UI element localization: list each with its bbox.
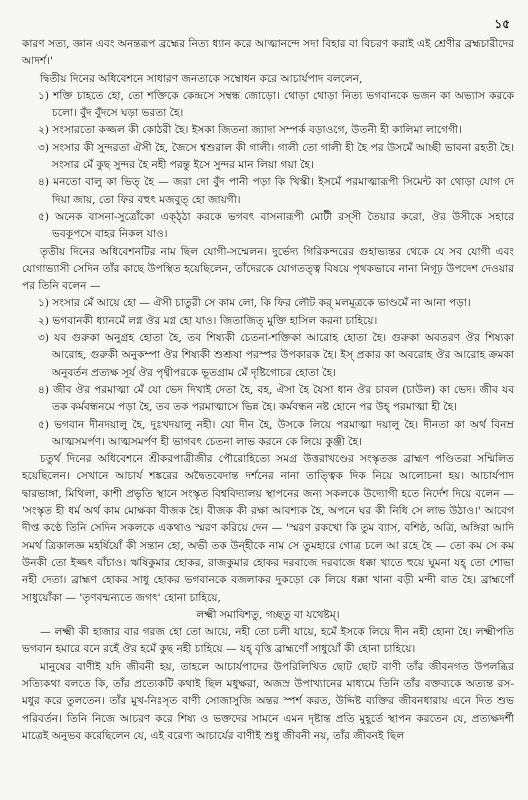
paragraph: মানুষের বাণীই যদি জীবনী হয়, তাহলে আচার্যপাদের উপরিলিখিত ছোট ছোট বাণী তাঁর জীবনগত উপলব্ধির সত্যিকথা বলতে কি, তাঁর প্রত্যেকটি কথাই ছিল মধুক্ষরা, অজস্র উপাখ্যানের মাধ্যমে তিনি তাঁর বক্তব্যকে অত্যন্ত রস-মধুর করে তুলতেন। তাঁর মুখ-নিঃসৃত বাণী সোজাসুজি অন্তর স্পর্শ করত, উদ্দিষ্ট ব্যক্তির জীবনধারায় এনে দিত শুভ পরিবর্তন। তিনি নিজে আচরণ করে শিষ্য ও ভক্তদের সামনে এমন দৃষ্টান্ত প্রতি মুহূর্তে স্থাপন করতেন যে, প্রত্যক্ষদর্শী মাত্রেই অনুভব করেছিলেন যে, এই বরেণ্য আচার্যের বাণীই শুধু জীবনী নয়, তাঁর জীবনই ছিল xyxy=(22,660,514,742)
paragraph: দ্বিতীয় দিনের অধিবেশনে সাধারণ জনতাকে সম্বোধন করে আচার্যপাদ বললেন, xyxy=(40,72,363,85)
paragraph: — লক্ষ্মী কী হাজার বার গরজ হো তো আয়ে, নহী তো চলী যায়ে, হমেঁ ইসকে লিয়ে দীন নহী হোনা হৈ। লক্ষ্মীপতি ভগবান হমারে বনে রহেঁ ঔর হমেঁ কুছ নহী চাহিয়ে — যহ্ বৃত্তি ব্রাহ্মণোঁ সাধুয়োঁ কী হোনা চাহিয়ে। xyxy=(22,626,514,656)
list-item: ১) সংসার মেঁ আয়ে হো — ঐসী চাতুরী সে কাম লো, কি ফির লৌট কর্ মলমূত্রকে ভাণ্ডমেঁ না আনা পড়া। xyxy=(38,297,471,310)
list-item: ৩) যব গুরুকা অনুগ্রহ হোতা হৈ, তব শিষ্যকী চেতনা-শক্তিকা আরোহ হোতা হৈ। গুরুকা অবতরণ ঔর শিষ্যকা আরোহ, গুরুকী অনুকম্পা ঔর শিষ্যকী শুশ্রূষা পরস্পর উপকারক হৈ। ইস্ প্রকার কা অবরোহ ঔর আরোহ ক্রমকা অনুবর্তন প্রত্যক্ষ সূর্য ঔর পৃথ্বীপরকে ভূতগ্রাম মেঁ দৃষ্টিগোচর হোতা হৈ। xyxy=(38,332,514,379)
list-item: ৪) জীব ঔর পরমাত্মা মেঁ যো ভেদ দিখাই দেতা হৈ, বহ, ঐসা হৈ যৈসা ধান ঔর চাবল (চাউল) কা ভেদ। জীব যব তক কর্মবন্ধনমে পড়া হৈ, তব তক পরমাত্মাসে ভিন্ন হৈ। কর্মবন্ধন নষ্ট হোনে পর উহ্ পরমাত্মা হী হৈ। xyxy=(38,383,514,414)
page-number: ১৫ xyxy=(494,17,510,31)
list-item: ৩) সংসার কী সুন্দরতা ঐসী হৈ, জৈসে শ্বশুরাল কী গালী। গালী তো গালী হী হৈ পর উসমেঁ আচ্ছী ভাবনা রহতী হৈ। সংসার মেঁ কুছ সুন্দর হৈ নহী পরন্তু ইসে সুন্দর মান লিয়া গয়া হৈ। xyxy=(38,141,514,172)
list-item: ৫) অনেক বাসনা-সুত্রোঁকো এক্‌ঠ্ঠা করকে ভগবৎ বাসনারূপী মোটী রস্সী তৈয়ার করো, ঔর উসীকে সহারে ভবকূপসে বাহর নিকল যাও। xyxy=(38,210,514,241)
list-item: ২) ভগবানকী ধ্যানমেঁ লগ্ন ঔর মগ্ন হো যাও। জিতাজিত্ মুক্তি হাসিল করনা চাহিয়ে। xyxy=(38,314,378,327)
body-text xyxy=(22,36,514,745)
paragraph: লক্ষ্মী সমাবিশতু, গচ্ছতু বা যথেষ্টম্। xyxy=(196,608,340,621)
list-item: ২) সংসারতো কজ্জল কী কোঠরী হৈ। ইসকা জিতনা জ্যাদা সম্পর্ক বড়াওগে, উতনী হী কালিমা লাগেগী। xyxy=(38,124,462,137)
paragraph: চতুর্থ দিনের অধিবেশনে শ্রীকরপাত্রীজীর পৌরোহিত্যে সমগ্র উত্তরাখণ্ডের সংস্কৃতজ্ঞ ব্রাহ্মণ পণ্ডিতরা সম্মিলিত হয়েছিলেন। সেখানে আচার্য শঙ্করের অদ্বৈতবেদান্ত দর্শনের নানা তাত্ত্বিক দিক নিয়ে আলোচনা হয়। আচার্যপাদ দ্বারভাঙ্গা, মিথিলা, কাশী প্রভৃতি স্থানে সংস্কৃত বিশ্ববিদ্যালয় স্থাপনের জন্য সকলকে উদ্যোগী হতে নির্দেশ দিয়ে বলেন — 'সংস্কৃত হী ধর্ম অর্থ কাম মোক্ষকা বীজক হৈ। বীজক কী রক্ষা আবশ্যক হৈ, অপনে ঘর কী নিধি সে লাভ উঠাও।' আবেগ দীপ্ত কণ্ঠে তিনি সেদিন সকলকে একথাও স্মরণ করিয়ে দেন — 'স্মরণ রকখো কি তুম ব্যাস, বশিষ্ঠ, অত্রি, অঙ্গিরা আদি সমর্থ ত্রিকালজ্ঞ মহর্ষিয়োঁ কী সন্তান হো, অভী তক উন্হীকে নাম সে তুমহারে গোত্র চলে আ রহে হৈ — তো কম সে কম উনকী তো ইজ্জৎ বাঁচাও। ঋষিকুমার হোকর, রাজকুমার হোকর দরবাজে দরবাজে ধক্কা খাতে হুয়ে ঘুমনা যহ্ তো শোভা নহী দেতা। ব্রাহ্মণ হোকর সাধু হোকর ভগবানকে বজলাকর দুকড়ো কে লিয়ে ধক্কা খানা বড়ী মন্দী বাত হৈ। ব্রাহ্মণোঁ সাধুয়োঁকা — 'তৃণবন্মন্যতে জগৎ' হোনা চাহিয়ে, xyxy=(22,453,514,604)
list-item: ১) শক্তি চাহতে হো, তো শক্তিকে কেন্দ্রসে সম্বন্ধ জোড়ো। থোড়া থোড়া নিত্য ভগবানকে ভজন কা অভ্যাস করকে চলো। বুঁদ বুঁদসে ঘড়া ভরতা হৈ। xyxy=(38,89,514,120)
paragraph: তৃতীয় দিনের অধিবেশনটির নাম ছিল যোগী-সম্মেলন। দুর্ভেদ্য গিরিকন্দরের গুহাভ্যন্তর থেকে যে সব যোগী এবং যোগাভ্যাসী সেদিন তাঁর কাছে উপস্থিত হয়েছিলেন, তাঁদেরকে যোগতত্ত্ব বিষয়ে পৃথকভাবে নানা নিগূঢ় উপদেশ দেওয়ার পর তিনি বলেন — xyxy=(22,245,514,293)
list-item: ৪) মনতো বালু কা ভিত্ হৈ — জরা দো বুঁদ পানী পড়া কি খিস্কী। ইসমেঁ পরমাত্মারূপী সিমেন্ট কা থোড়া যোগ দে দিয়া জায়, তো ফির বহুৎ মজবুত্ হো জায়গী। xyxy=(38,176,514,206)
list-item: ৫) ভগবান দীনদয়ালু হৈ, দুঃখদয়ালু নহী। যো দীন হৈ, উসকে লিয়ে পরমাত্মা দয়ালু হৈ। দীনতা কা অর্থ বিনম্র আত্মসমর্পণ। আত্মসমর্পণ হী ভাগবৎ চেতনা লাভ করনে কে লিয়ে কুঞ্জী হৈ। xyxy=(38,418,514,448)
paragraph: কারণ সত্য, জ্ঞান এবং অনন্তরূপ ব্রহ্মের নিত্য ধ্যান করে আত্মানন্দে সদা বিহার বা বিচরণ করাই এই শ্রেণীর ব্রহ্মচারীদের আদর্শ।' xyxy=(22,38,514,68)
